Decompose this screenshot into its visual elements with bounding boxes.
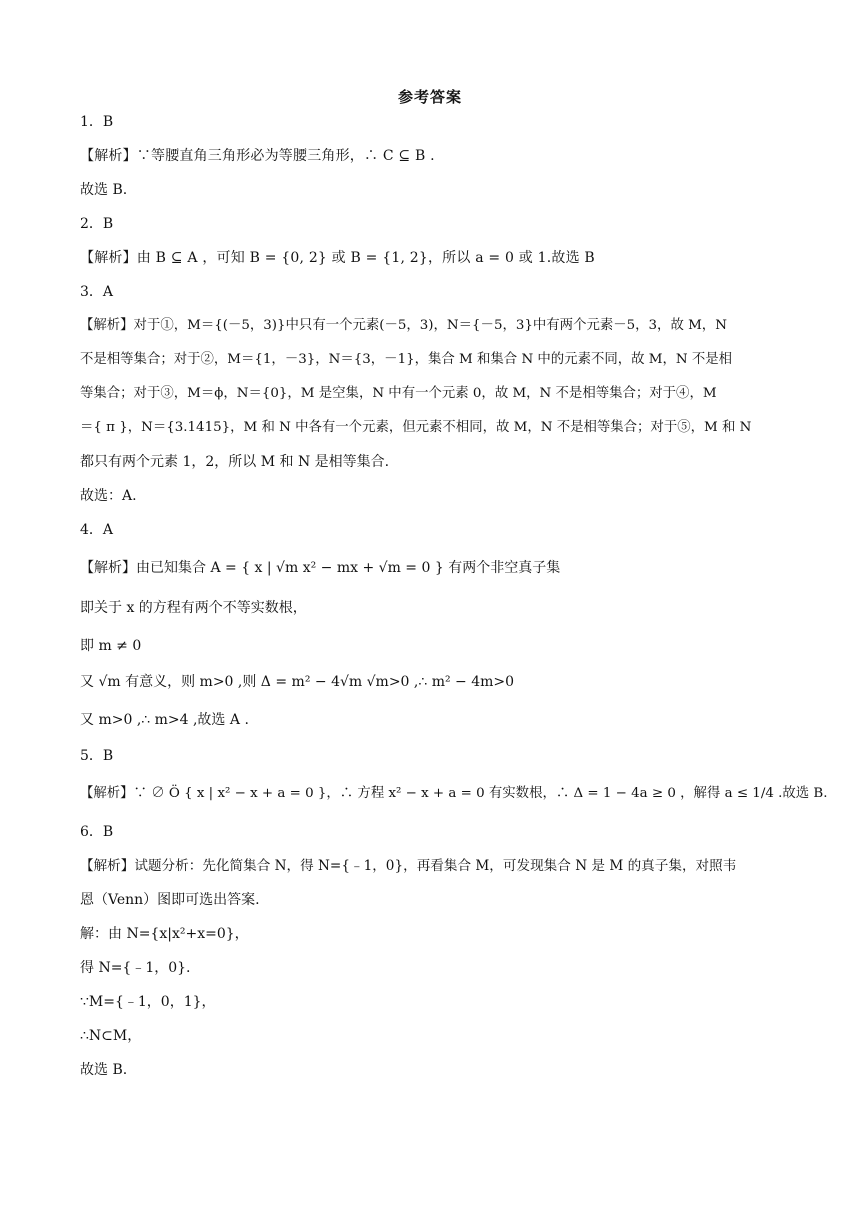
- answer-4-analysis-line-2: 即关于 x 的方程有两个不等实数根，: [80, 600, 307, 616]
- answer-3-analysis-line-1: 【解析】对于①，M＝{(－5，3)}中只有一个元素(－5，3)，N＝{－5，3}中有两个元素－5，3，故 M，N: [80, 318, 727, 333]
- answer-6-analysis-line-2: 恩（Venn）图即可选出答案.: [80, 892, 260, 908]
- answer-1-conclusion: 故选 B.: [80, 182, 128, 198]
- answer-5-analysis: 【解析】∵ ∅ Ö { x | x² − x + a = 0 }，∴ 方程 x² − x + a = 0 有实数根，∴ Δ = 1 − 4a ≥ 0 ，解得 a ≤ 1/4 .故选 B.: [80, 786, 828, 801]
- answer-6-solution-line-4: ∴N⊂M，: [80, 1028, 142, 1044]
- answer-3-choice: 3．A: [80, 284, 114, 300]
- answer-4-analysis-line-3: 即 m ≠ 0: [80, 638, 142, 654]
- answer-1-choice: 1．B: [80, 114, 114, 130]
- answer-4-analysis-line-1: 【解析】由已知集合 A = { x | √m x² − mx + √m = 0 } 有两个非空真子集: [80, 560, 561, 576]
- answer-3-conclusion: 故选：A.: [80, 488, 137, 504]
- answer-4-choice: 4．A: [80, 522, 114, 538]
- answer-6-solution-line-2: 得 N={﹣1，0}.: [80, 960, 191, 976]
- answer-3-analysis-line-5: 都只有两个元素 1，2，所以 M 和 N 是相等集合.: [80, 454, 390, 470]
- answer-2-choice: 2．B: [80, 216, 114, 232]
- answer-3-analysis-line-3: 等集合；对于③，M＝ϕ，N＝{0}，M 是空集，N 中有一个元素 0，故 M，N 不是相等集合；对于④，M: [80, 386, 717, 401]
- answer-3-analysis-line-4: ＝{ π }，N＝{3.1415}，M 和 N 中各有一个元素，但元素不相同，故 M，N 不是相等集合；对于⑤，M 和 N: [80, 420, 752, 435]
- answer-6-solution-line-1: 解：由 N={x|x²+x=0}，: [80, 926, 249, 942]
- answer-1-analysis: 【解析】∵等腰直角三角形必为等腰三角形，∴ C ⊆ B .: [80, 148, 435, 164]
- answer-6-choice: 6．B: [80, 824, 114, 840]
- answer-2-analysis: 【解析】由 B ⊆ A ，可知 B = {0, 2} 或 B = {1, 2}，所以 a = 0 或 1.故选 B: [80, 250, 595, 266]
- answer-6-conclusion: 故选 B.: [80, 1062, 128, 1078]
- answer-3-analysis-line-2: 不是相等集合；对于②，M＝{1，－3}，N＝{3，－1}，集合 M 和集合 N 中的元素不同，故 M，N 不是相: [80, 352, 733, 367]
- answer-4-analysis-line-4: 又 √m 有意义，则 m>0 ,则 Δ = m² − 4√m √m>0 ,∴ m² − 4m>0: [80, 674, 515, 690]
- answer-5-choice: 5．B: [80, 748, 114, 764]
- answer-4-conclusion: 又 m>0 ,∴ m>4 ,故选 A .: [80, 712, 249, 728]
- answer-6-analysis-line-1: 【解析】试题分析：先化简集合 N，得 N={﹣1，0}，再看集合 M，可发现集合 N 是 M 的真子集，对照韦: [80, 858, 737, 874]
- page-title: 参考答案: [397, 88, 462, 106]
- answer-6-solution-line-3: ∵M={﹣1，0，1}，: [80, 994, 216, 1010]
